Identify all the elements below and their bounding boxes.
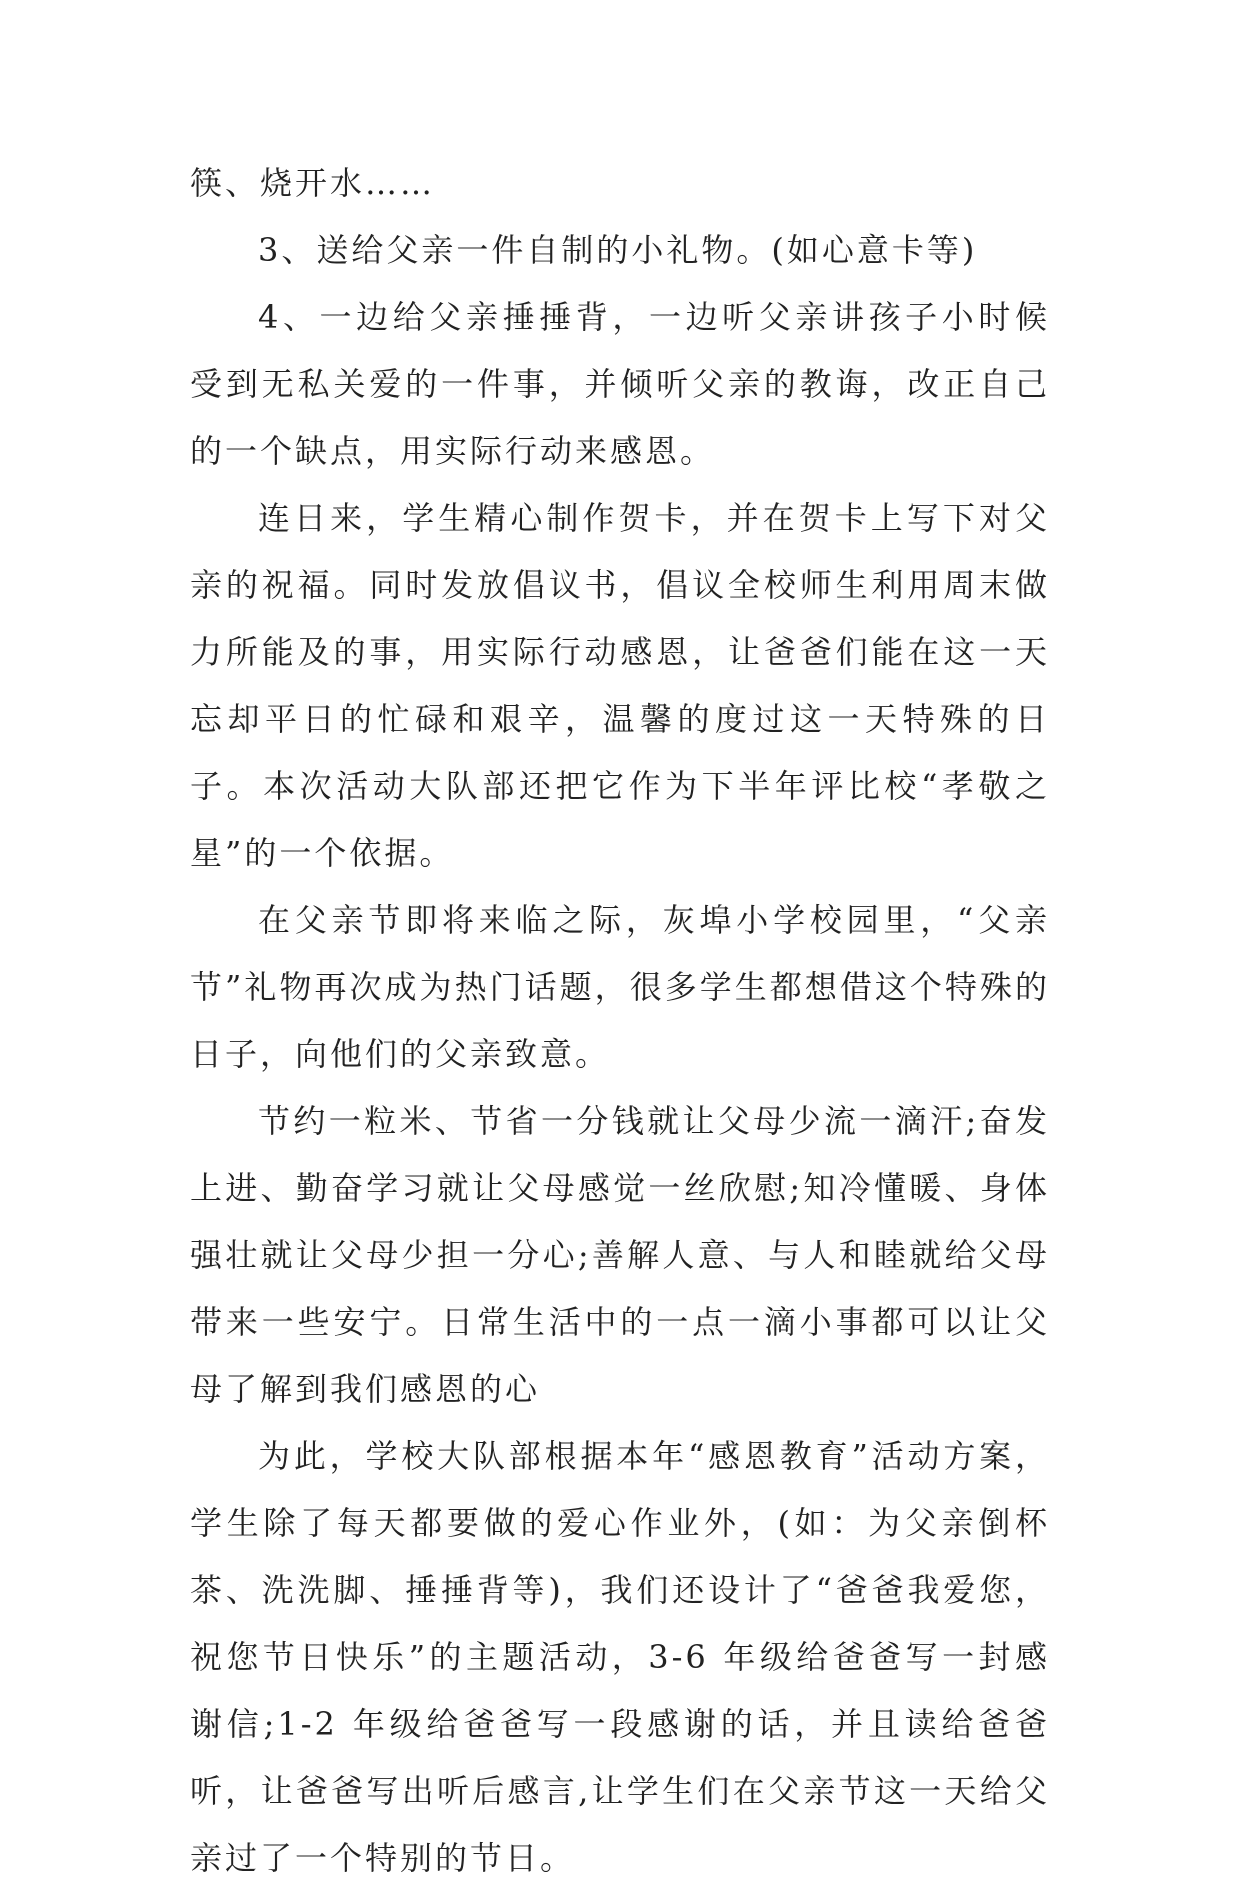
paragraph-5: 在父亲节即将来临之际，灰埠小学校园里，“父亲节”礼物再次成为热门话题，很多学生都想借这个特殊的日子，向他们的父亲致意。 — [190, 901, 1050, 1073]
document-page — [190, 150, 1050, 1877]
paragraph-1: 筷、烧开水…… — [190, 164, 436, 202]
paragraph-2: 3、送给父亲一件自制的小礼物。(如心意卡等) — [258, 231, 978, 269]
paragraph-3: 4、一边给父亲捶捶背，一边听父亲讲孩子小时候受到无私关爱的一件事，并倾听父亲的教诲，改正自己的一个缺点，用实际行动来感恩。 — [190, 298, 1050, 470]
paragraph-6: 节约一粒米、节省一分钱就让父母少流一滴汗;奋发上进、勤奋学习就让父母感觉一丝欣慰;知冷懂暖、身体强壮就让父母少担一分心;善解人意、与人和睦就给父母带来一些安宁。日常生活中的一点一滴小事都可以让父母了解到我们感恩的心 — [190, 1102, 1050, 1408]
paragraph-7: 为此，学校大队部根据本年“感恩教育”活动方案，学生除了每天都要做的爱心作业外，(如：为父亲倒杯茶、洗洗脚、捶捶背等)，我们还设计了“爸爸我爱您，祝您节日快乐”的主题活动，3-6 年级给爸爸写一封感谢信;1-2 年级给爸爸写一段感谢的话，并且读给爸爸听，让爸爸写出听后感言,让学生们在父亲节这一天给父亲过了一个特别的节日。 — [190, 1437, 1050, 1877]
paragraph-4: 连日来，学生精心制作贺卡，并在贺卡上写下对父亲的祝福。同时发放倡议书，倡议全校师生利用周末做力所能及的事，用实际行动感恩，让爸爸们能在这一天忘却平日的忙碌和艰辛，温馨的度过这一天特殊的日子。本次活动大队部还把它作为下半年评比校“孝敬之星”的一个依据。 — [190, 499, 1050, 872]
